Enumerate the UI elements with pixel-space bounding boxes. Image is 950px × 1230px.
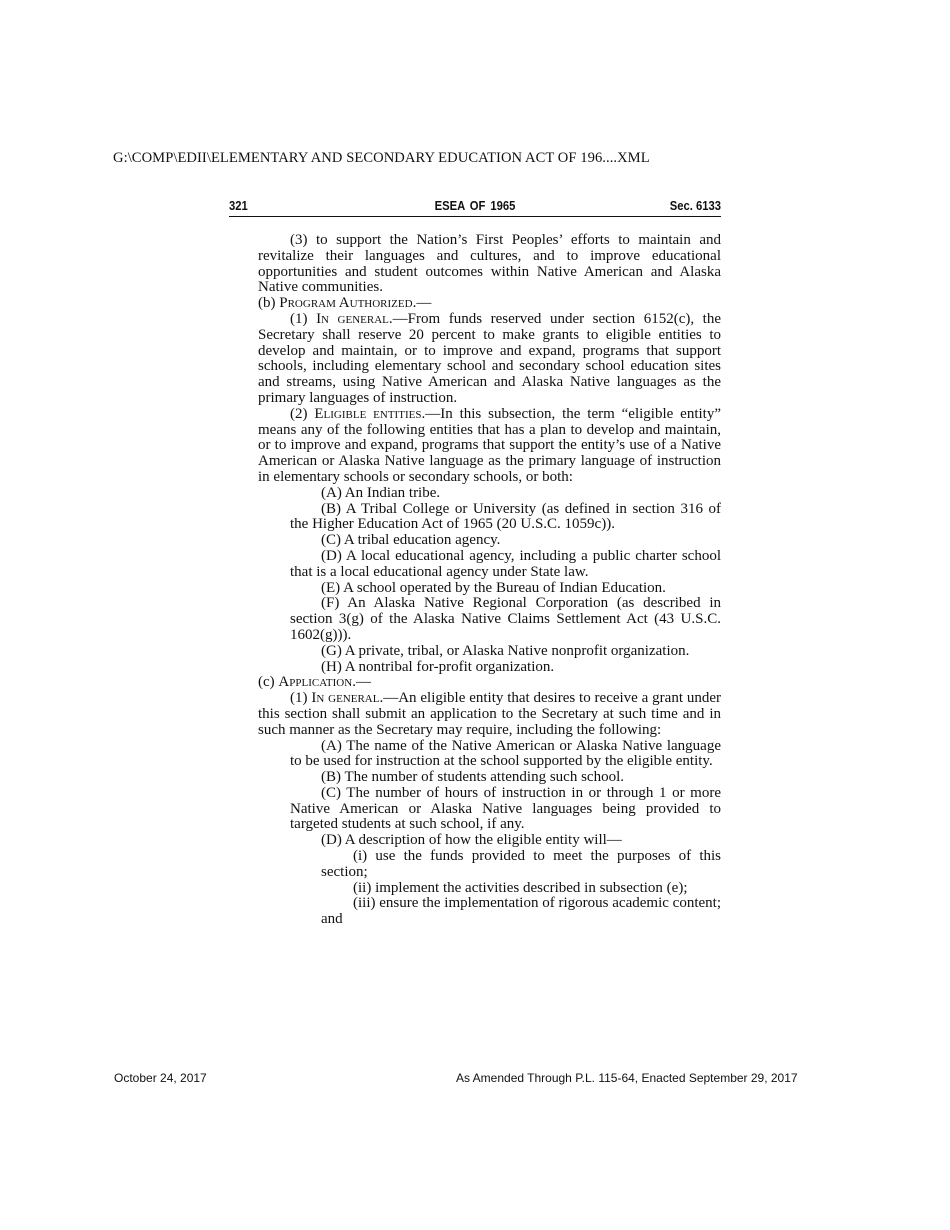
subparagraph-b2-b: (B) A Tribal College or University (as defined in section 316 of the Higher Education Act of 1965 (20 U.S.C. 1059c)). bbox=[290, 500, 721, 533]
footer-amended-through: As Amended Through P.L. 115-64, Enacted September 29, 2017 bbox=[456, 1071, 798, 1085]
paragraph-c1-title: In general bbox=[311, 690, 380, 707]
clause-c1-d-i: (i) use the funds provided to meet the purposes of this section; bbox=[321, 848, 721, 880]
paragraph-a3: (3) to support the Nation’s First Peoples’ efforts to maintain and revitalize their languages and cultures, and to improve educational opportunities and student outcomes within Native American and Alaska Native communities. bbox=[258, 232, 721, 296]
paragraph-c1-num: (1) bbox=[290, 690, 312, 707]
page-number: 321 bbox=[229, 199, 248, 213]
statute-body bbox=[258, 233, 721, 928]
paragraph-b2-num: (2) bbox=[290, 405, 315, 422]
subparagraph-c1-d: (D) A description of how the eligible entity will— bbox=[321, 832, 622, 849]
subsection-b-heading bbox=[258, 296, 721, 312]
subparagraph-b2-g: (G) A private, tribal, or Alaska Native nonprofit organization. bbox=[321, 642, 690, 659]
subsection-b-num: (b) bbox=[258, 295, 280, 312]
paragraph-b1 bbox=[258, 312, 721, 407]
file-path-header: G:\COMP\EDII\ELEMENTARY AND SECONDARY EDUCATION ACT OF 196....XML bbox=[113, 150, 650, 166]
subsection-c-title: Application bbox=[278, 674, 353, 691]
clause-c1-d-ii: (ii) implement the activities described in subsection (e); bbox=[353, 879, 688, 896]
heading-dash: .— bbox=[352, 674, 371, 691]
running-head-title: ESEA OF 1965 bbox=[434, 199, 516, 213]
subsection-b-title: Program Authorized bbox=[279, 295, 413, 312]
subparagraph-b2-h: (H) A nontribal for-profit organization. bbox=[321, 658, 555, 675]
running-head bbox=[229, 198, 721, 217]
subparagraph-b2-d: (D) A local educational agency, including a public charter school that is a local educational agency under State law. bbox=[290, 547, 721, 580]
paragraph-b1-title: In general bbox=[316, 310, 389, 327]
subparagraph-b2-f: (F) An Alaska Native Regional Corporation (as described in section 3(g) of the Alaska Native Claims Settlement Act (43 U.S.C. 1602(g))). bbox=[290, 595, 721, 643]
paragraph-b2 bbox=[258, 407, 721, 486]
paragraph-c1 bbox=[258, 691, 721, 738]
subparagraph-b2-a: (A) An Indian tribe. bbox=[321, 484, 441, 501]
subsection-c-heading bbox=[258, 675, 721, 691]
subparagraph-b2-e: (E) A school operated by the Bureau of Indian Education. bbox=[321, 579, 666, 596]
clause-c1-d-iii: (iii) ensure the implementation of rigorous academic content; and bbox=[321, 895, 721, 928]
paragraph-b1-text: .—From funds reserved under section 6152(c), the Secretary shall reserve 20 percent to make grants to eligible entities to develop and maintain, or to improve and expand, programs that support schools, including elementary school and secondary school education sites and streams, using Native American and Alaska Native languages as the primary languages of instruction. bbox=[258, 310, 721, 406]
paragraph-b2-title: Eligible entities bbox=[314, 405, 422, 422]
paragraph-c1-text: .—An eligible entity that desires to receive a grant under this section shall submit an application to the Secretary at such time and in such manner as the Secretary may require, including the following: bbox=[258, 690, 721, 738]
paragraph-b2-text: .—In this subsection, the term “eligible entity” means any of the following entities that has a plan to develop and maintain, or to improve and expand, programs that support the entity’s use of a Native American or Alaska Native language as the primary language of instruction in elementary schools or secondary schools, or both: bbox=[258, 405, 721, 485]
heading-dash: .— bbox=[412, 295, 432, 312]
subparagraph-c1-b: (B) The number of students attending such school. bbox=[321, 769, 625, 786]
section-number: Sec. 6133 bbox=[669, 199, 721, 213]
footer-date: October 24, 2017 bbox=[114, 1071, 207, 1085]
subparagraph-b2-c: (C) A tribal education agency. bbox=[321, 532, 501, 549]
subsection-c-num: (c) bbox=[258, 674, 279, 691]
subparagraph-c1-a: (A) The name of the Native American or Alaska Native language to be used for instruction at the school supported by the eligible entity. bbox=[290, 737, 721, 770]
subparagraph-c1-c: (C) The number of hours of instruction in or through 1 or more Native American or Alaska Native languages being provided to targeted students at such school, if any. bbox=[290, 784, 721, 833]
paragraph-b1-num: (1) bbox=[290, 310, 317, 327]
